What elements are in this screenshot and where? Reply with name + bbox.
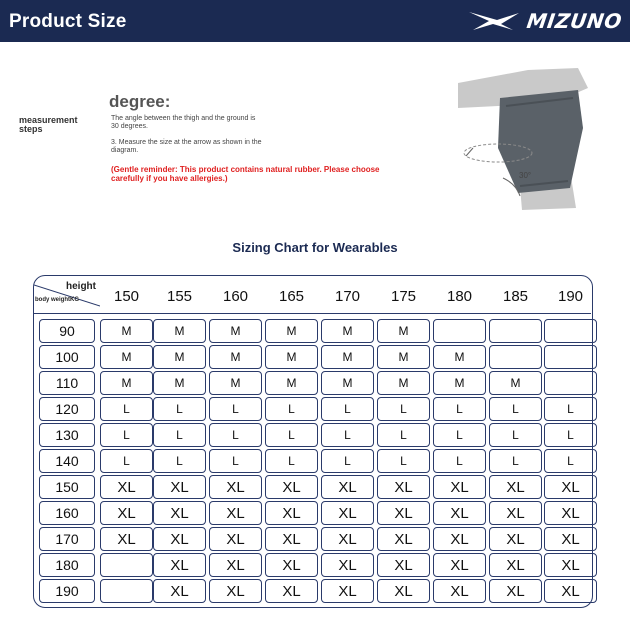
weight-label: 180: [39, 553, 95, 577]
corner-weight-label: body weightKG: [35, 297, 79, 303]
size-cell: L: [265, 397, 318, 421]
size-cell: XL: [153, 527, 206, 551]
size-cell: XL: [209, 579, 262, 603]
size-cell: L: [209, 397, 262, 421]
size-cell: M: [265, 345, 318, 369]
size-cell: L: [100, 423, 153, 447]
size-cell: M: [153, 319, 206, 343]
size-cell: XL: [433, 553, 486, 577]
size-cell: M: [377, 345, 430, 369]
height-header: 175: [390, 287, 417, 305]
size-cell: XL: [377, 475, 430, 499]
size-cell: XL: [265, 553, 318, 577]
size-cell: XL: [377, 553, 430, 577]
size-cell: M: [433, 345, 486, 369]
size-cell: L: [153, 449, 206, 473]
weight-label: 190: [39, 579, 95, 603]
size-cell: XL: [544, 501, 597, 525]
size-cell: XL: [265, 475, 318, 499]
size-cell: M: [209, 345, 262, 369]
size-cell: M: [265, 371, 318, 395]
size-cell: XL: [489, 579, 542, 603]
size-cell: L: [433, 397, 486, 421]
height-header: 160: [222, 287, 249, 305]
size-cell: M: [377, 319, 430, 343]
size-cell: L: [377, 423, 430, 447]
weight-label: 90: [39, 319, 95, 343]
size-cell: XL: [433, 475, 486, 499]
size-cell: [100, 579, 153, 603]
size-cell: L: [433, 449, 486, 473]
height-header: 170: [334, 287, 361, 305]
size-cell: M: [153, 345, 206, 369]
size-cell: XL: [153, 475, 206, 499]
brand-logo: [467, 9, 622, 33]
size-cell: L: [544, 423, 597, 447]
size-cell: XL: [433, 579, 486, 603]
weight-label: 150: [39, 475, 95, 499]
size-cell: L: [209, 423, 262, 447]
corner-cell: [34, 276, 100, 314]
knee-diagram: [458, 68, 613, 213]
size-cell: L: [153, 397, 206, 421]
weight-label: 140: [39, 449, 95, 473]
size-cell: XL: [100, 501, 153, 525]
weight-label: 170: [39, 527, 95, 551]
size-cell: XL: [433, 527, 486, 551]
size-cell: M: [100, 371, 153, 395]
size-cell: M: [100, 319, 153, 343]
size-cell: XL: [153, 501, 206, 525]
size-cell: XL: [321, 475, 374, 499]
size-cell: XL: [100, 475, 153, 499]
size-cell: XL: [209, 475, 262, 499]
size-cell: L: [209, 449, 262, 473]
weight-label: 120: [39, 397, 95, 421]
size-cell: L: [265, 449, 318, 473]
size-cell: M: [209, 371, 262, 395]
height-header: 150: [113, 287, 140, 305]
weight-label: 130: [39, 423, 95, 447]
size-cell: [544, 345, 597, 369]
chart-title: Sizing Chart for Wearables: [232, 240, 398, 255]
size-cell: XL: [265, 579, 318, 603]
brand-name: MIZUNO: [525, 9, 624, 33]
sizing-table: [33, 275, 593, 608]
size-cell: XL: [321, 553, 374, 577]
size-cell: [544, 319, 597, 343]
size-cell: XL: [265, 501, 318, 525]
size-cell: XL: [377, 501, 430, 525]
size-cell: XL: [544, 579, 597, 603]
header-banner: [0, 0, 630, 42]
height-header: 180: [446, 287, 473, 305]
size-cell: M: [265, 319, 318, 343]
size-cell: L: [321, 397, 374, 421]
size-cell: [433, 319, 486, 343]
brand-runbird-icon: [467, 10, 525, 32]
degree-title: degree:: [109, 92, 171, 111]
size-cell: XL: [544, 475, 597, 499]
size-cell: XL: [489, 475, 542, 499]
size-cell: XL: [153, 553, 206, 577]
angle-label: 30°: [519, 171, 532, 180]
measurement-steps-label: measurement steps: [19, 115, 78, 134]
size-cell: XL: [544, 553, 597, 577]
size-cell: XL: [377, 527, 430, 551]
size-cell: L: [489, 397, 542, 421]
size-cell: XL: [153, 579, 206, 603]
size-cell: L: [544, 449, 597, 473]
size-cell: XL: [265, 527, 318, 551]
height-header: 155: [166, 287, 193, 305]
size-cell: L: [100, 397, 153, 421]
size-cell: XL: [489, 527, 542, 551]
size-cell: L: [321, 423, 374, 447]
size-cell: [489, 319, 542, 343]
size-cell: XL: [209, 527, 262, 551]
size-cell: [489, 345, 542, 369]
size-cell: M: [209, 319, 262, 343]
measure-note: 3. Measure the size at the arrow as shown in the diagram.: [111, 139, 262, 154]
corner-height-label: height: [66, 281, 96, 292]
size-cell: L: [321, 449, 374, 473]
size-cell: XL: [377, 579, 430, 603]
size-cell: M: [321, 371, 374, 395]
size-cell: L: [489, 423, 542, 447]
weight-label: 110: [39, 371, 95, 395]
allergy-reminder: (Gentle reminder: This product contains natural rubber. Please choose carefully if you have allergies.): [111, 165, 380, 183]
size-cell: XL: [321, 501, 374, 525]
size-cell: XL: [544, 527, 597, 551]
height-header: 185: [502, 287, 529, 305]
size-cell: XL: [321, 527, 374, 551]
size-cell: M: [377, 371, 430, 395]
size-cell: M: [100, 345, 153, 369]
measurement-section: [0, 60, 630, 220]
height-header: 165: [278, 287, 305, 305]
size-cell: M: [321, 319, 374, 343]
size-cell: L: [489, 449, 542, 473]
weight-label: 160: [39, 501, 95, 525]
size-cell: XL: [489, 501, 542, 525]
size-cell: XL: [209, 553, 262, 577]
size-cell: L: [544, 397, 597, 421]
size-cell: L: [153, 423, 206, 447]
size-cell: XL: [489, 553, 542, 577]
size-cell: M: [321, 345, 374, 369]
size-cell: XL: [433, 501, 486, 525]
size-cell: L: [100, 449, 153, 473]
size-cell: L: [377, 449, 430, 473]
weight-label: 100: [39, 345, 95, 369]
angle-note: The angle between the thigh and the ground is 30 degrees.: [111, 115, 256, 130]
size-cell: XL: [100, 527, 153, 551]
size-cell: M: [153, 371, 206, 395]
size-cell: M: [433, 371, 486, 395]
page-title: Product Size: [9, 11, 127, 32]
header-divider: [34, 313, 591, 314]
size-cell: XL: [209, 501, 262, 525]
size-cell: [544, 371, 597, 395]
size-cell: L: [265, 423, 318, 447]
size-cell: M: [489, 371, 542, 395]
size-cell: L: [377, 397, 430, 421]
size-cell: L: [433, 423, 486, 447]
size-cell: XL: [321, 579, 374, 603]
size-cell: [100, 553, 153, 577]
height-header: 190: [557, 287, 584, 305]
